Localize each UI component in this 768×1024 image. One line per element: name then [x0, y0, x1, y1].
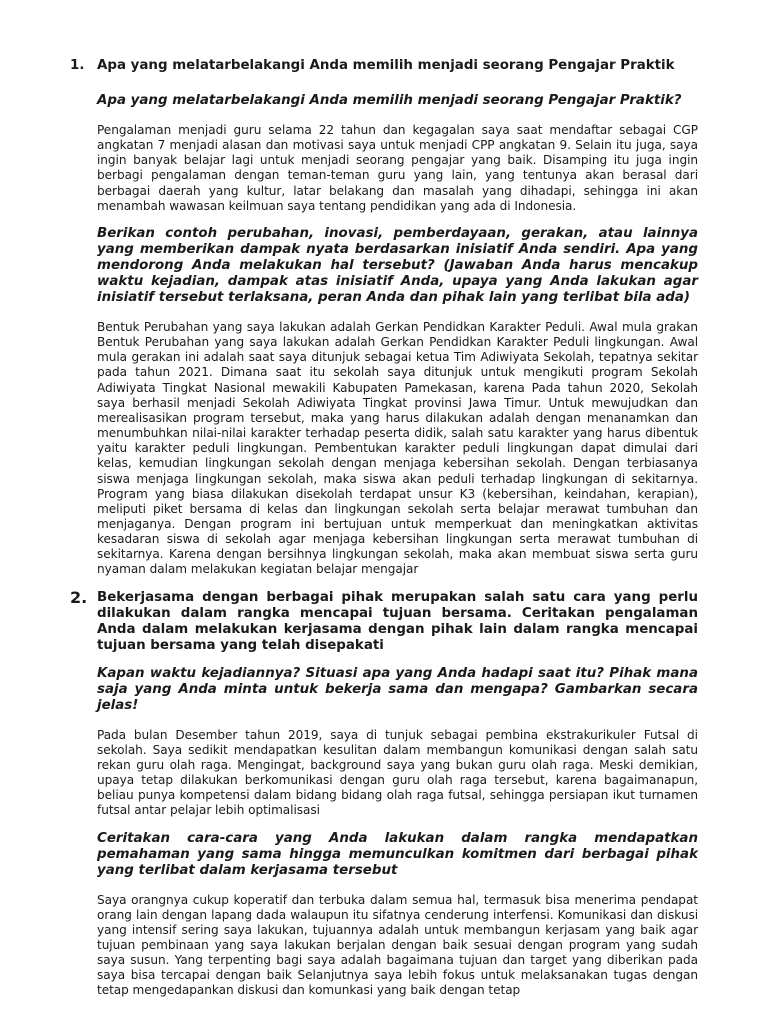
question-1-answer-2: Bentuk Perubahan yang saya lakukan adalah Gerkan Pendidkan Karakter Peduli. Awal mula grakan Bentuk Perubahan yang saya lakukan adalah Gerkan Pendidkan Karakter Peduli lingkungan. Awal mula gerakan ini adalah saat saya ditunjuk sebagai ketua Tim Adiwiyata Sekolah, tepatnya sekitar pada tahun 2021. Dimana saat itu sekolah saya ditunjuk untuk mengikuti program Sekolah Adiwiyata Tingkat Nasional mewakili Kabupaten Pamekasan, karena Pada tahun 2020, Sekolah saya berhasil menjadi Sekolah Adiwiyata Tingkat provinsi Jawa Timur. Untuk mewujudkan dan merealisasikan program tersebut, maka yang harus dilakukan adalah dengan menanamkan dan menumbuhkan nilai-nilai karakter terhadap peserta didik, salah satu karakter yang harus dibentuk yaitu karakter peduli lingkungan. Pembentukan karakter peduli lingkungan dapat dimulai dari kelas, kemudian lingkungan sekolah dengan menjaga kebersihan sekolah. Dengan terbiasanya siswa menjaga lingkungan sekolah, maka siswa akan peduli terhadap lingkungan di sekitarnya. Program yang biasa dilakukan disekolah terdapat unsur K3 (kebersihan, keindahan, kerapian), meliputi piket bersama di kelas dan lingkungan sekolah serta belajar merawat tumbuhan dan menjaganya. Dengan program ini bertujuan untuk memperkuat dan meningkatkan aktivitas kesadaran siswa di sekolah agar menjaga kebersihan lingkungan serta merawat tumbuhan di sekitarnya. Karena dengan bersihnya lingkungan sekolah, maka akan membuat siswa serta guru nyaman dalam melakukan kegiatan belajar mengajar [97, 319, 698, 577]
question-2-answer-1: Pada bulan Desember tahun 2019, saya di tunjuk sebagai pembina ekstrakurikuler Futsal di sekolah. Saya sedikit mendapatkan kesulitan dalam membangun komunikasi dengan salah satu rekan guru olah raga. Mengingat, background saya yang bukan guru olah raga. Meski demikian, upaya tetap dilakukan berkomunikasi dengan guru olah raga tersebut, karena bagaimanapun, beliau punya kompetensi dalam bidang bidang olah raga futsal, sehingga persiapan ikut turnamen futsal antar pelajar lebih optimalisasi [97, 727, 698, 818]
question-1-prompt-2: Berikan contoh perubahan, inovasi, pemberdayaan, gerakan, atau lainnya yang memberikan dampak nyata berdasarkan inisiatif Anda sendiri. Apa yang mendorong Anda melakukan hal tersebut? (Jawaban Anda harus mencakup waktu kejadian, dampak atas inisiatif Anda, upaya yang Anda lakukan agar inisiatif tersebut terlaksana, peran Anda dan pihak lain yang terlibat bila ada) [97, 225, 698, 305]
question-2-answer-2: Saya orangnya cukup koperatif dan terbuka dalam semua hal, termasuk bisa menerima pendapat orang lain dengan lapang dada walaupun itu sifatnya cenderung interfensi. Komunikasi dan diskusi yang intensif sering saya lakukan, tujuannya adalah untuk membangun kerjasam yang baik agar tujuan pembinaan yang saya lakukan berjalan dengan baik sesuai dengan program yang sudah saya susun. Yang terpenting bagi saya adalah bagaimana tujuan dan target yang diberikan pada saya bisa tercapai dengan baik Selanjutnya saya lebih fokus untuk melaksanakan tugas dengan tetap mengedapankan diskusi dan komunkasi yang baik dengan tetap [97, 892, 698, 998]
question-1-answer-1: Pengalaman menjadi guru selama 22 tahun dan kegagalan saya saat mendaftar sebagai CGP angkatan 7 menjadi alasan dan motivasi saya untuk menjadi CPP angkatan 9. Selain itu juga, saya ingin banyak belajar lagi untuk menjadi seorang pengajar yang baik. Disamping itu juga ingin berbagi pengalaman dengan teman-teman guru yang lain, yang tentunya akan berasal dari berbagai daerah yang kultur, latar belakang dan masalah yang dihadapi, sehingga ini akan menambah wawasan keilmuan saya tentang pendidikan yang ada di Indonesia. [97, 123, 698, 213]
question-1-prompt-1: Apa yang melatarbelakangi Anda memilih menjadi seorang Pengajar Praktik? [97, 93, 682, 108]
question-2-number: 2. [70, 587, 88, 607]
question-2 [70, 587, 698, 654]
question-1-number: 1. [70, 58, 85, 73]
question-2-title: Bekerjasama dengan berbagai pihak merupakan salah satu cara yang perlu dilakukan dalam rangka mencapai tujuan bersama. Ceritakan pengalaman Anda dalam melakukan kerjasama dengan pihak lain dalam rangka mencapai tujuan bersama yang telah disepakati [97, 589, 698, 653]
question-1-title: Apa yang melatarbelakangi Anda memilih menjadi seorang Pengajar Praktik [97, 58, 675, 73]
question-2-prompt-1: Kapan waktu kejadiannya? Situasi apa yang Anda hadapi saat itu? Pihak mana saja yang Anda minta untuk bekerja sama dan mengapa? Gambarkan secara jelas! [97, 665, 698, 713]
question-1 [70, 58, 698, 74]
question-2-prompt-2: Ceritakan cara-cara yang Anda lakukan dalam rangka mendapatkan pemahaman yang sama hingga memunculkan komitmen dari berbagai pihak yang terlibat dalam kerjasama tersebut [97, 830, 698, 878]
